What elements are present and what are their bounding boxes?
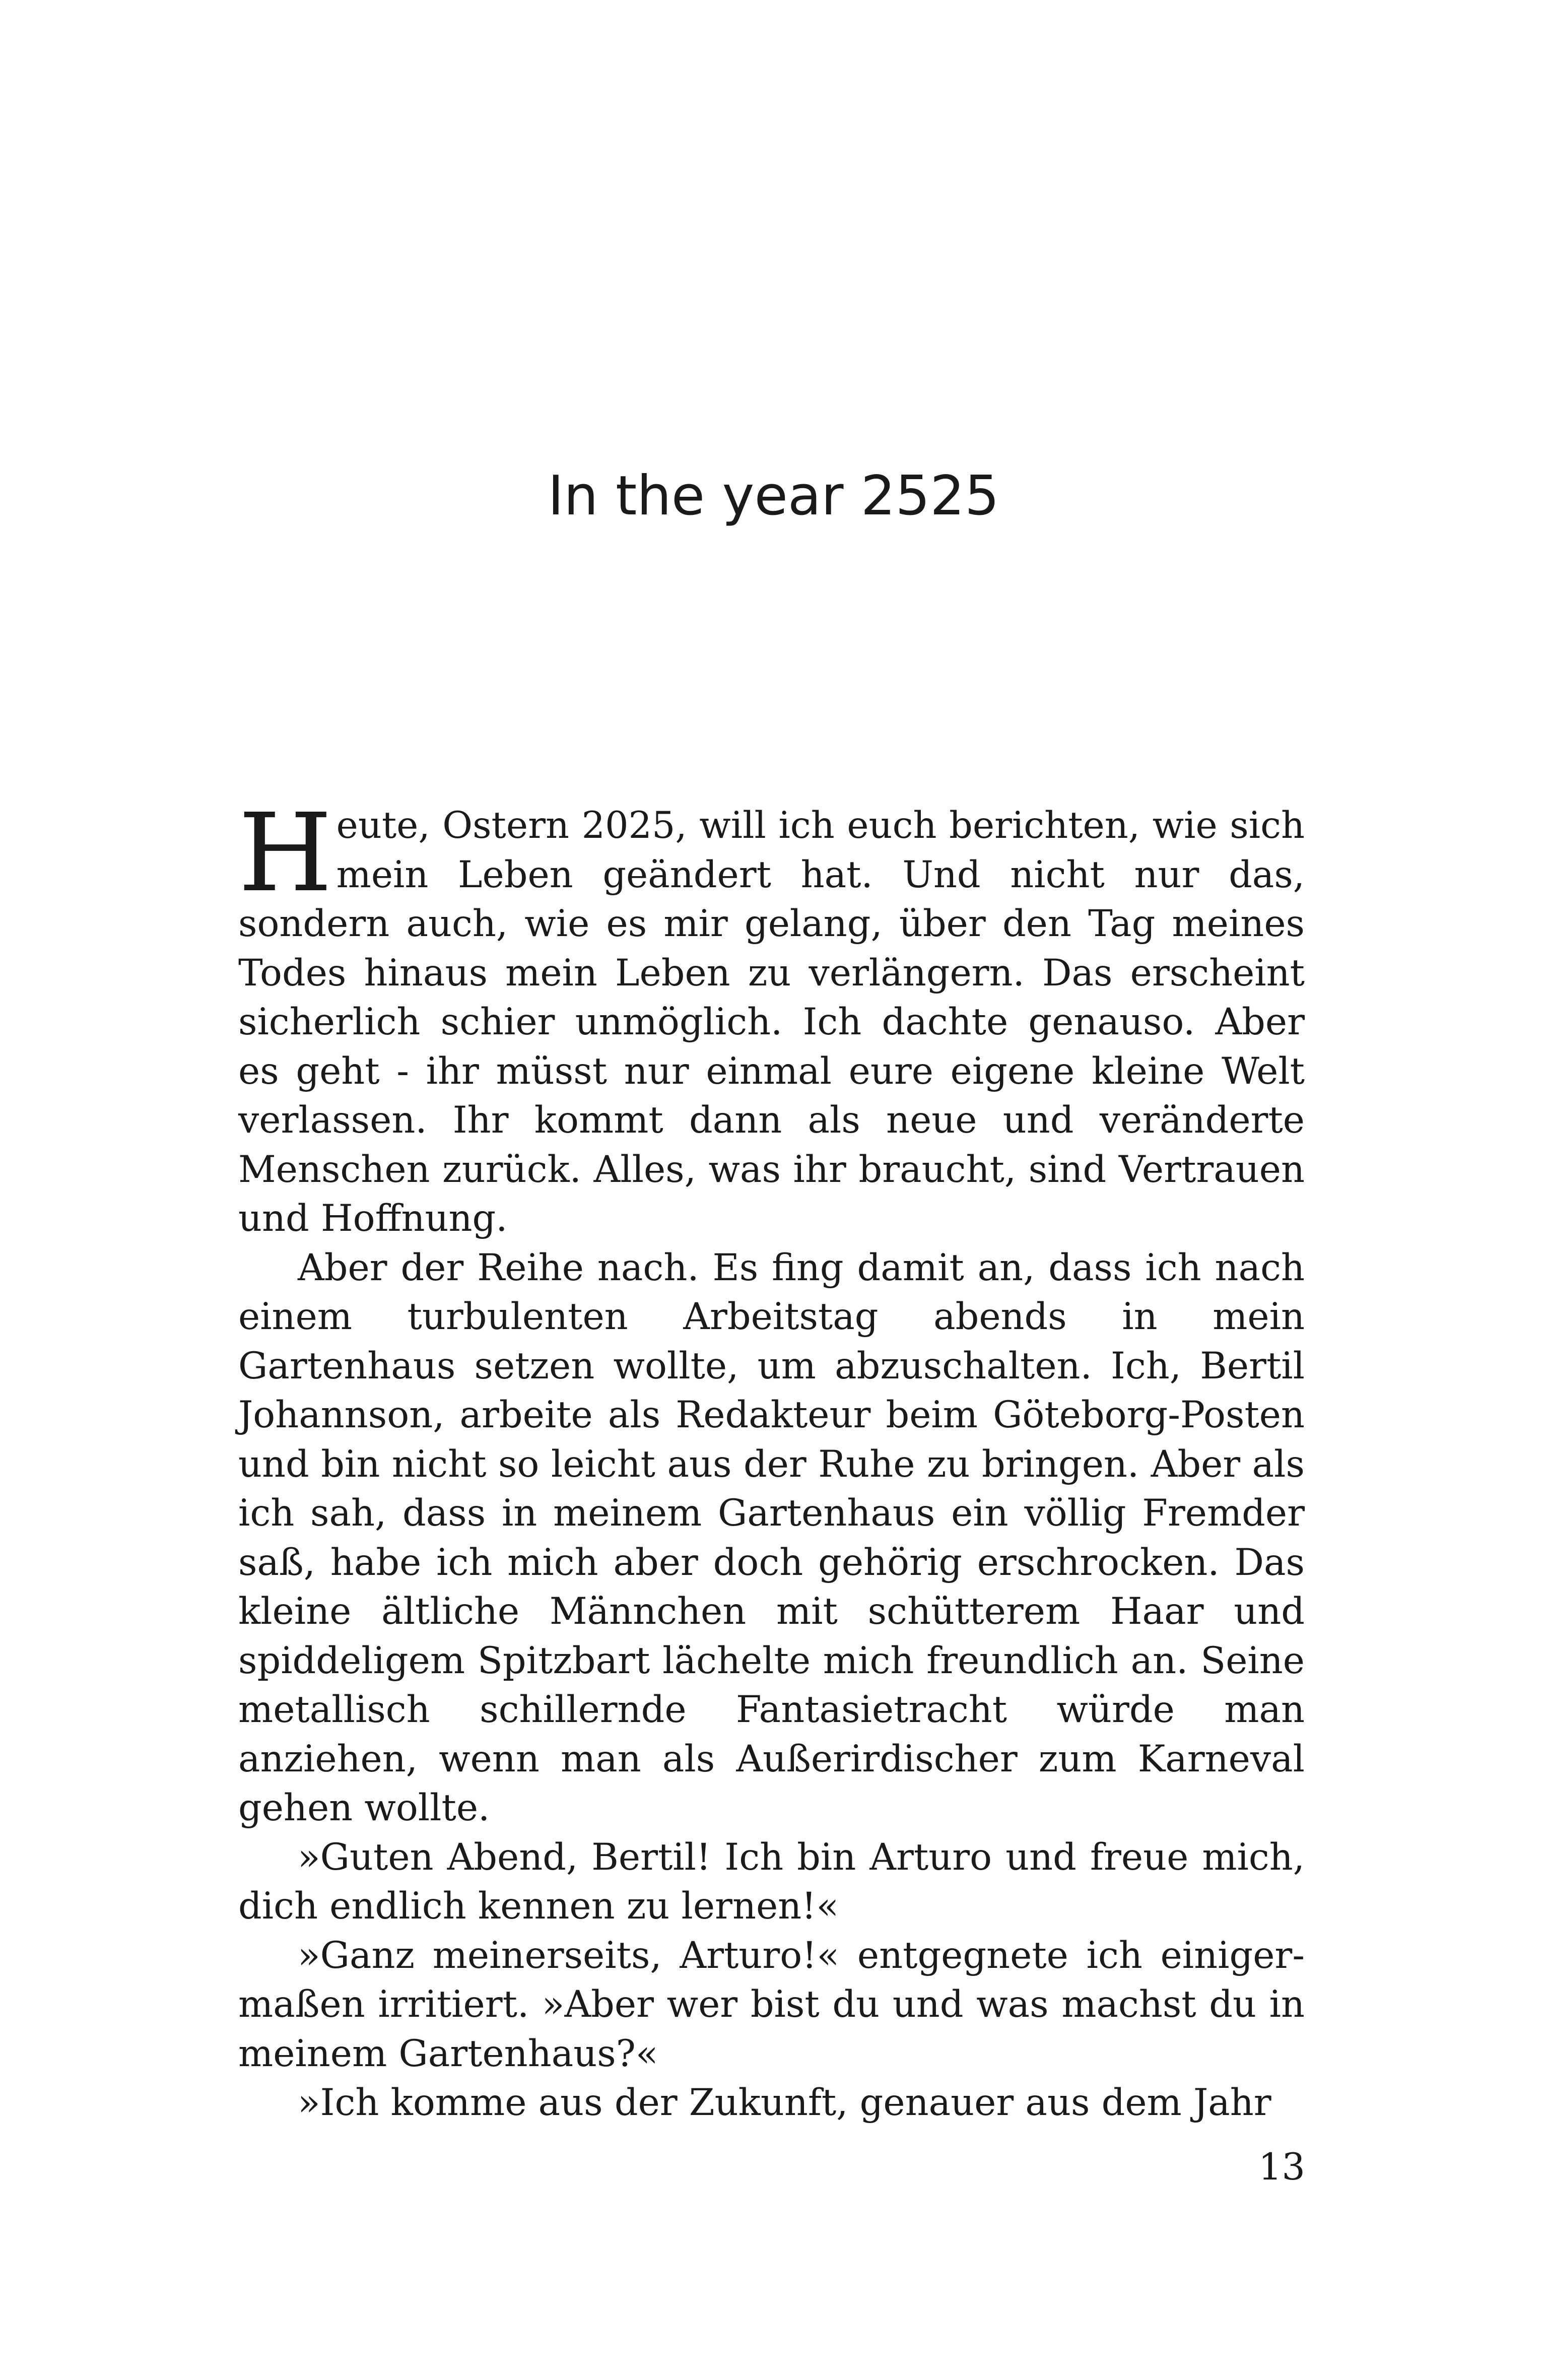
paragraph-4: »Ganz meinerseits, Arturo!« entgegnete ich einigermaßen irritiert. »Aber wer bist du und was machst du in meinem Gartenhaus?« [238, 1934, 1305, 2075]
body-text [238, 790, 1305, 2128]
paragraph-1 [238, 790, 1305, 1243]
paragraph-2: Aber der Reihe nach. Es fing damit an, dass ich nach einem turbulenten Arbeitstag abends in mein Gartenhaus setzen wollte, um abzuschalten. Ich, Bertil Johannson, arbeite als Redakteur beim Göteborg-Posten und bin nicht so leicht aus der Ruhe zu bringen. Aber als ich sah, dass in meinem Gartenhaus ein völlig Fremder saß, habe ich mich aber doch gehörig erschrocken. Das kleine ältliche Männchen mit schütterem Haar und spiddeligem Spitzbart lächelte mich freundlich an. Seine metallisch schillernde Fantasietracht würde man anziehen, wenn man als Außerirdischer zum Karneval gehen wollte. [238, 1246, 1305, 1829]
paragraph-1-text: eute, Ostern 2025, will ich euch berichten, wie sich mein Leben geändert hat. Und nicht nur das, sondern auch, wie es mir gelang, über den Tag meines Todes hinaus mein Leben zu verlängern. Das erscheint sicherlich schier unmöglich. Ich dachte genauso. Aber es geht - ihr müsst nur einmal eure eigene kleine Welt verlassen. Ihr kommt dann als neue und veränderte Menschen zurück. Alles, was ihr braucht, sind Vertrauen und Hoffnung. [238, 804, 1305, 1240]
drop-cap: H [238, 790, 332, 916]
paragraph-3: »Guten Abend, Bertil! Ich bin Arturo und freue mich, dich endlich kennen zu lernen!« [238, 1835, 1305, 1928]
page-number: 13 [1258, 2146, 1305, 2189]
paragraph-5: »Ich komme aus der Zukunft, genauer aus dem Jahr [298, 2081, 1271, 2124]
chapter-title: In the year 2525 [548, 465, 999, 527]
